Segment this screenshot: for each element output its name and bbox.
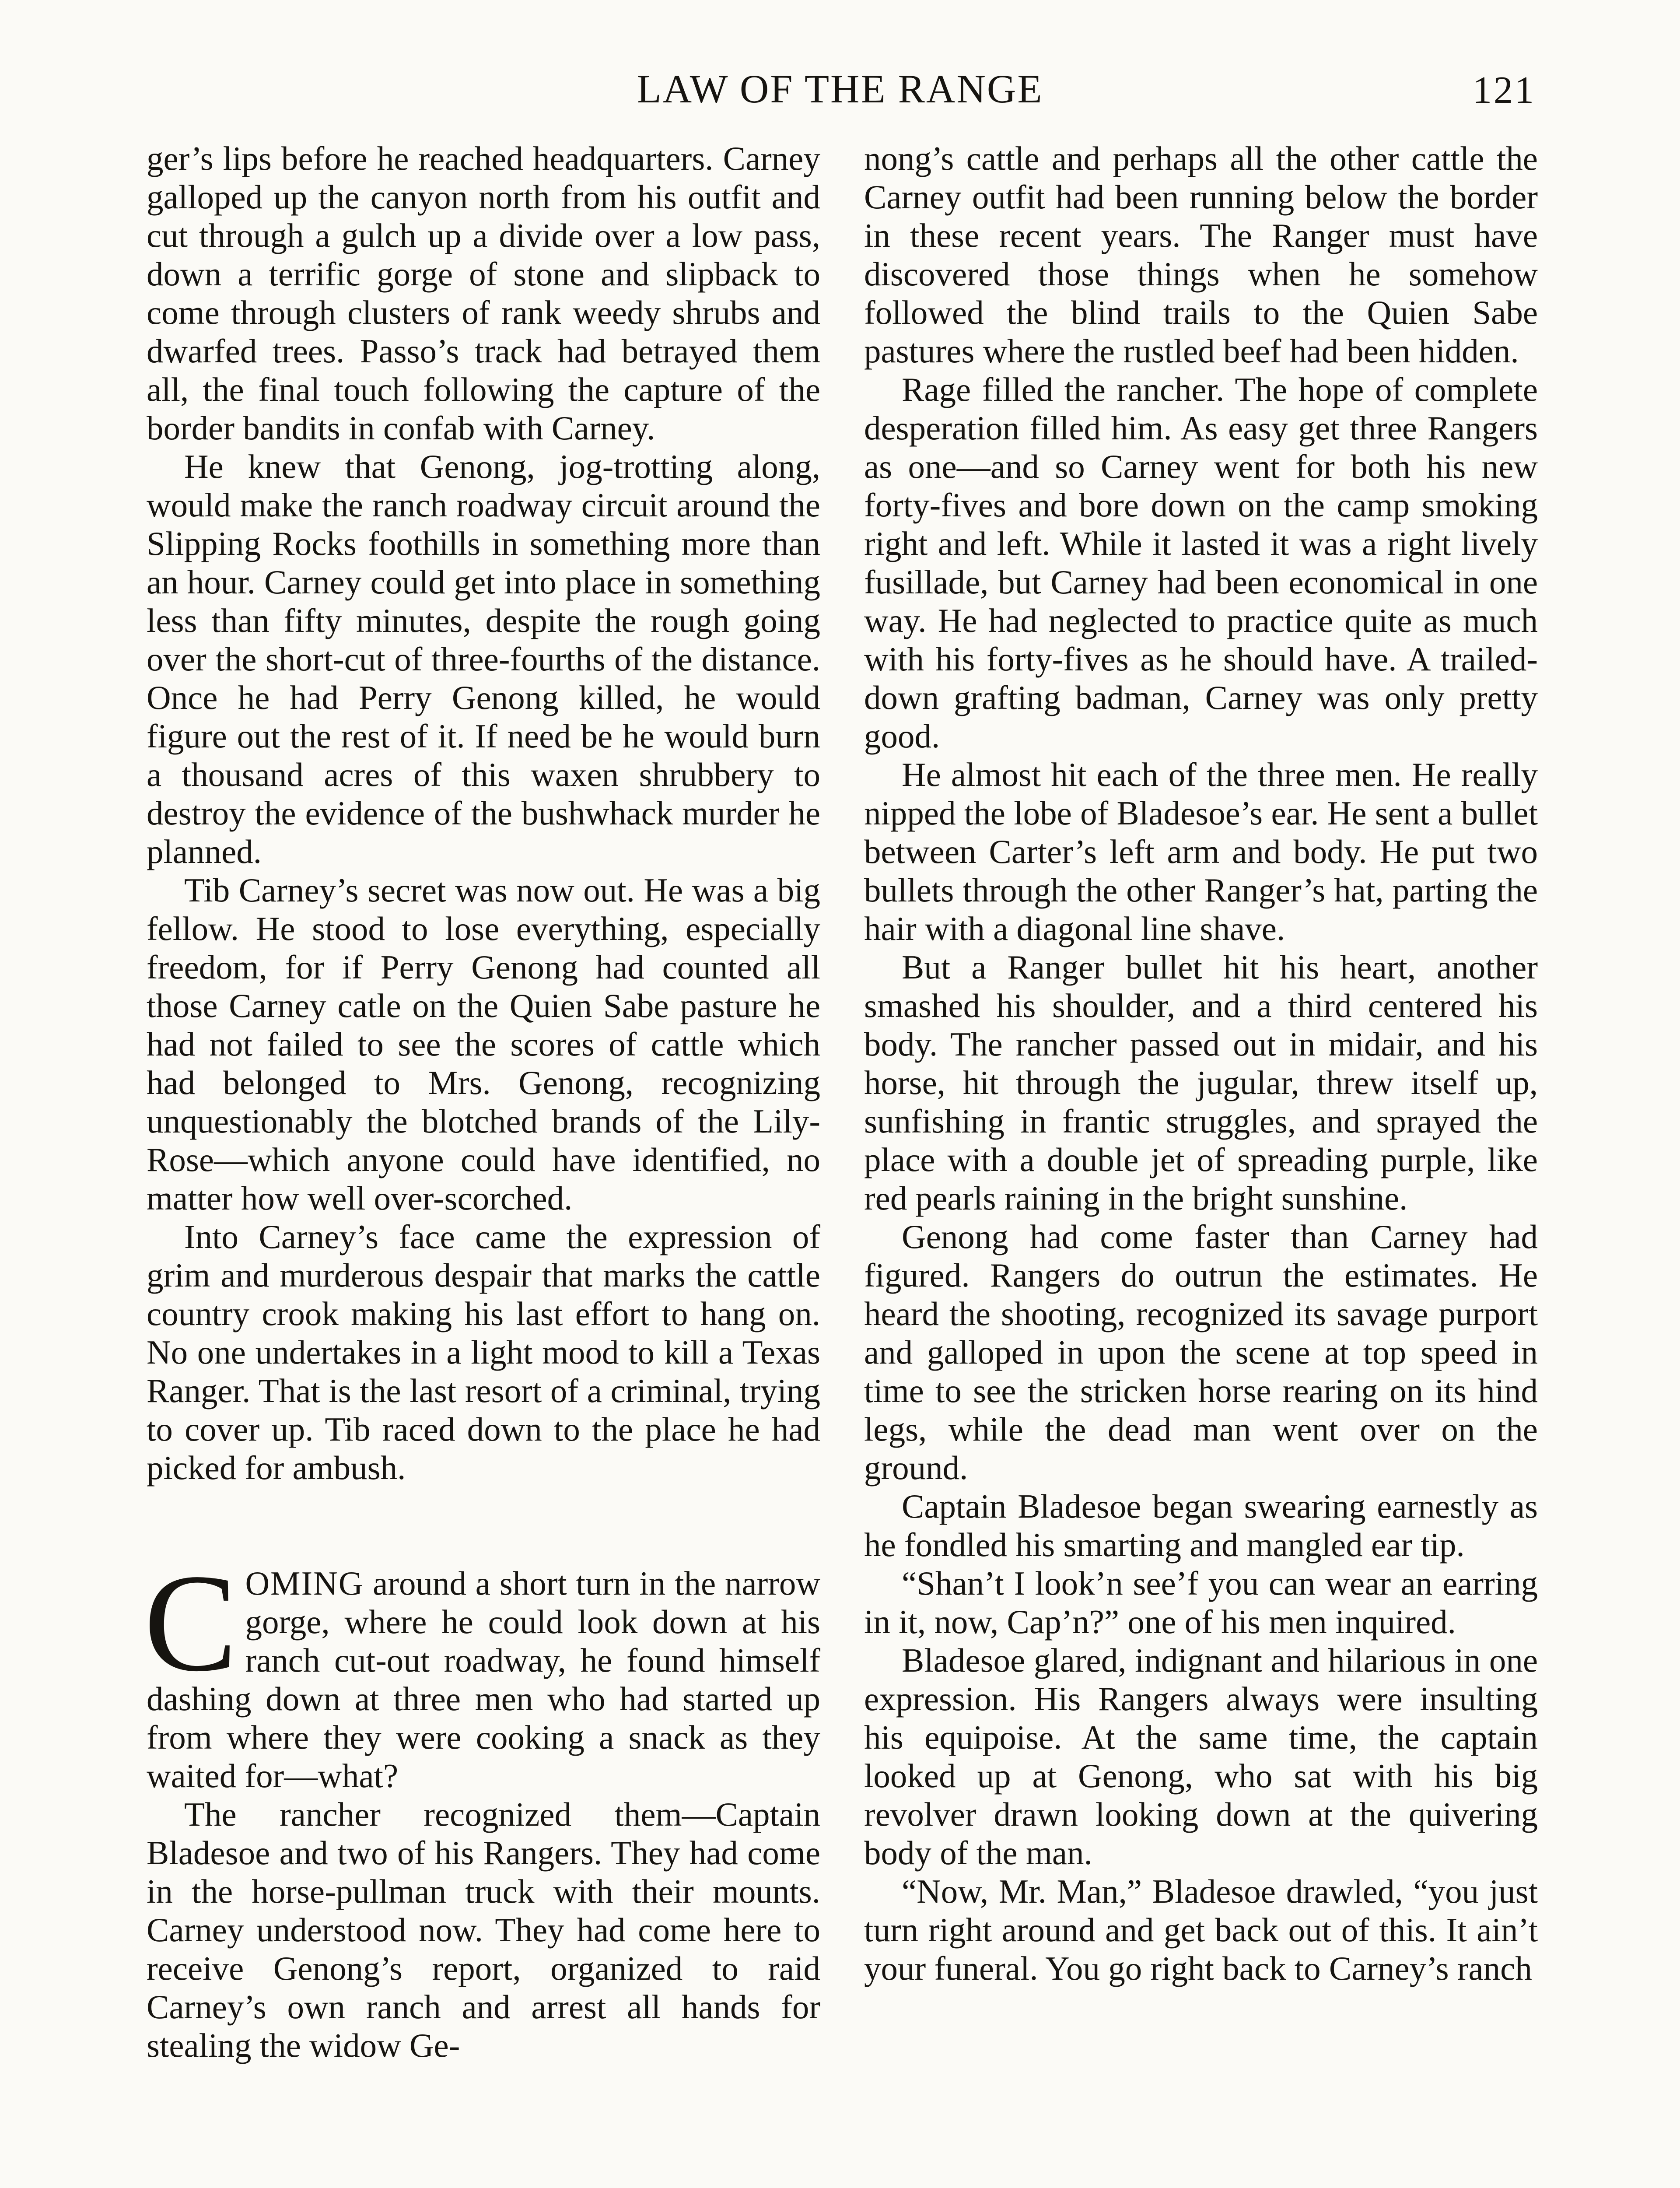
paragraph: He knew that Genong, jog-trotting along, would make the ranch roadway circuit around the Slipping Rocks foothills in something more than an hour. Carney could get into place in something less than fifty minutes, despite the rough going over the short-cut of three-fourths of the distance. Once he had Perry Genong killed, he would figure out the rest of it. If need be he would burn a thousand acres of this waxen shrubbery to destroy the evidence of the bushwhack murder he planned. (147, 448, 820, 870)
paragraph: ger’s lips before he reached headquarters. Carney galloped up the canyon north from his outfit and cut through a gulch up a divide over a low pass, down a terrific gorge of stone and slipback to come through clusters of rank weedy shrubs and dwarfed trees. Passo’s track had betrayed them all, the final touch following the capture of the border bandits in confab with Carney. (147, 140, 820, 447)
page-number: 121 (1473, 69, 1536, 112)
right-column (864, 139, 1538, 1988)
section-break (147, 1487, 820, 1564)
paragraph: “Shan’t I look’n see’f you can wear an earring in it, now, Cap’n?” one of his men inquired. (864, 1564, 1538, 1641)
paragraph: But a Ranger bullet hit his heart, another smashed his shoulder, and a third centered his body. The rancher passed out in midair, and his horse, hit through the jugular, threw itself up, sunfishing in frantic struggles, and sprayed the place with a double jet of spreading purple, like red pearls raining in the bright sunshine. (864, 948, 1538, 1217)
drop-cap: C (144, 1546, 238, 1701)
paragraph: Captain Bladesoe began swearing earnestly as he fondled his smarting and mangled ear tip. (864, 1487, 1538, 1564)
paragraph: “Now, Mr. Man,” Bladesoe drawled, “you just turn right around and get back out of this. It ain’t your funeral. You go right back to Carney’s ranch (864, 1872, 1538, 1987)
dropcap-text: around a short turn in the narrow gorge, where he could look down at his ranch cut-out roadway, he found himself dashing down at three men who had started up from where they were cooking a snack as they waited for—what? (147, 1564, 820, 1795)
paragraph: Rage filled the rancher. The hope of complete desperation filled him. As easy get three Rangers as one—and so Carney went for both his new forty-fives and bore down on the camp smoking right and left. While it lasted it was a right lively fusillade, but Carney had been economical in one way. He had neglected to practice quite as much with his forty-fives as he should have. A trailed-down grafting badman, Carney was only pretty good. (864, 371, 1538, 755)
paragraph: Genong had come faster than Carney had figured. Rangers do outrun the estimates. He heard the shooting, recognized its savage purport and galloped in upon the scene at top speed in time to see the stricken horse rearing on its hind legs, while the dead man went over on the ground. (864, 1218, 1538, 1487)
left-column (144, 139, 820, 2065)
page-header (0, 66, 1680, 131)
running-title: LAW OF THE RANGE (637, 67, 1043, 111)
dropcap-paragraph (144, 1546, 820, 1795)
paragraph: He almost hit each of the three men. He really nipped the lobe of Bladesoe’s ear. He sent a bullet between Carter’s left arm and body. He put two bullets through the other Ranger’s hat, parting the hair with a diagonal line shave. (864, 756, 1538, 947)
opening-smallcaps: OMING (245, 1564, 364, 1602)
paragraph: Bladesoe glared, indignant and hilarious in one expression. His Rangers always were insulting his equipoise. At the same time, the captain looked up at Genong, who sat with his big revolver drawn looking down at the quivering body of the man. (864, 1641, 1538, 1872)
paragraph: nong’s cattle and perhaps all the other cattle the Carney outfit had been running below the border in these recent years. The Ranger must have discovered those things when he somehow followed the blind trails to the Quien Sabe pastures where the rustled beef had been hidden. (864, 140, 1538, 370)
paragraph: Into Carney’s face came the expression of grim and murderous despair that marks the cattle country crook making his last effort to hang on. No one undertakes in a light mood to kill a Texas Ranger. That is the last resort of a criminal, trying to cover up. Tib raced down to the place he had picked for ambush. (147, 1218, 820, 1487)
paragraph: Tib Carney’s secret was now out. He was a big fellow. He stood to lose everything, especially freedom, for if Perry Genong had counted all those Carney catle on the Quien Sabe pasture he had not failed to see the scores of cattle which had belonged to Mrs. Genong, recognizing unquestionably the blotched brands of the Lily-Rose—which anyone could have identified, no matter how well over-scorched. (147, 871, 820, 1217)
paragraph: The rancher recognized them—Captain Bladesoe and two of his Rangers. They had come in the horse-pullman truck with their mounts. Carney understood now. They had come here to receive Genong’s report, organized to raid Carney’s own ranch and arrest all hands for stealing the widow Ge- (147, 1795, 820, 2064)
